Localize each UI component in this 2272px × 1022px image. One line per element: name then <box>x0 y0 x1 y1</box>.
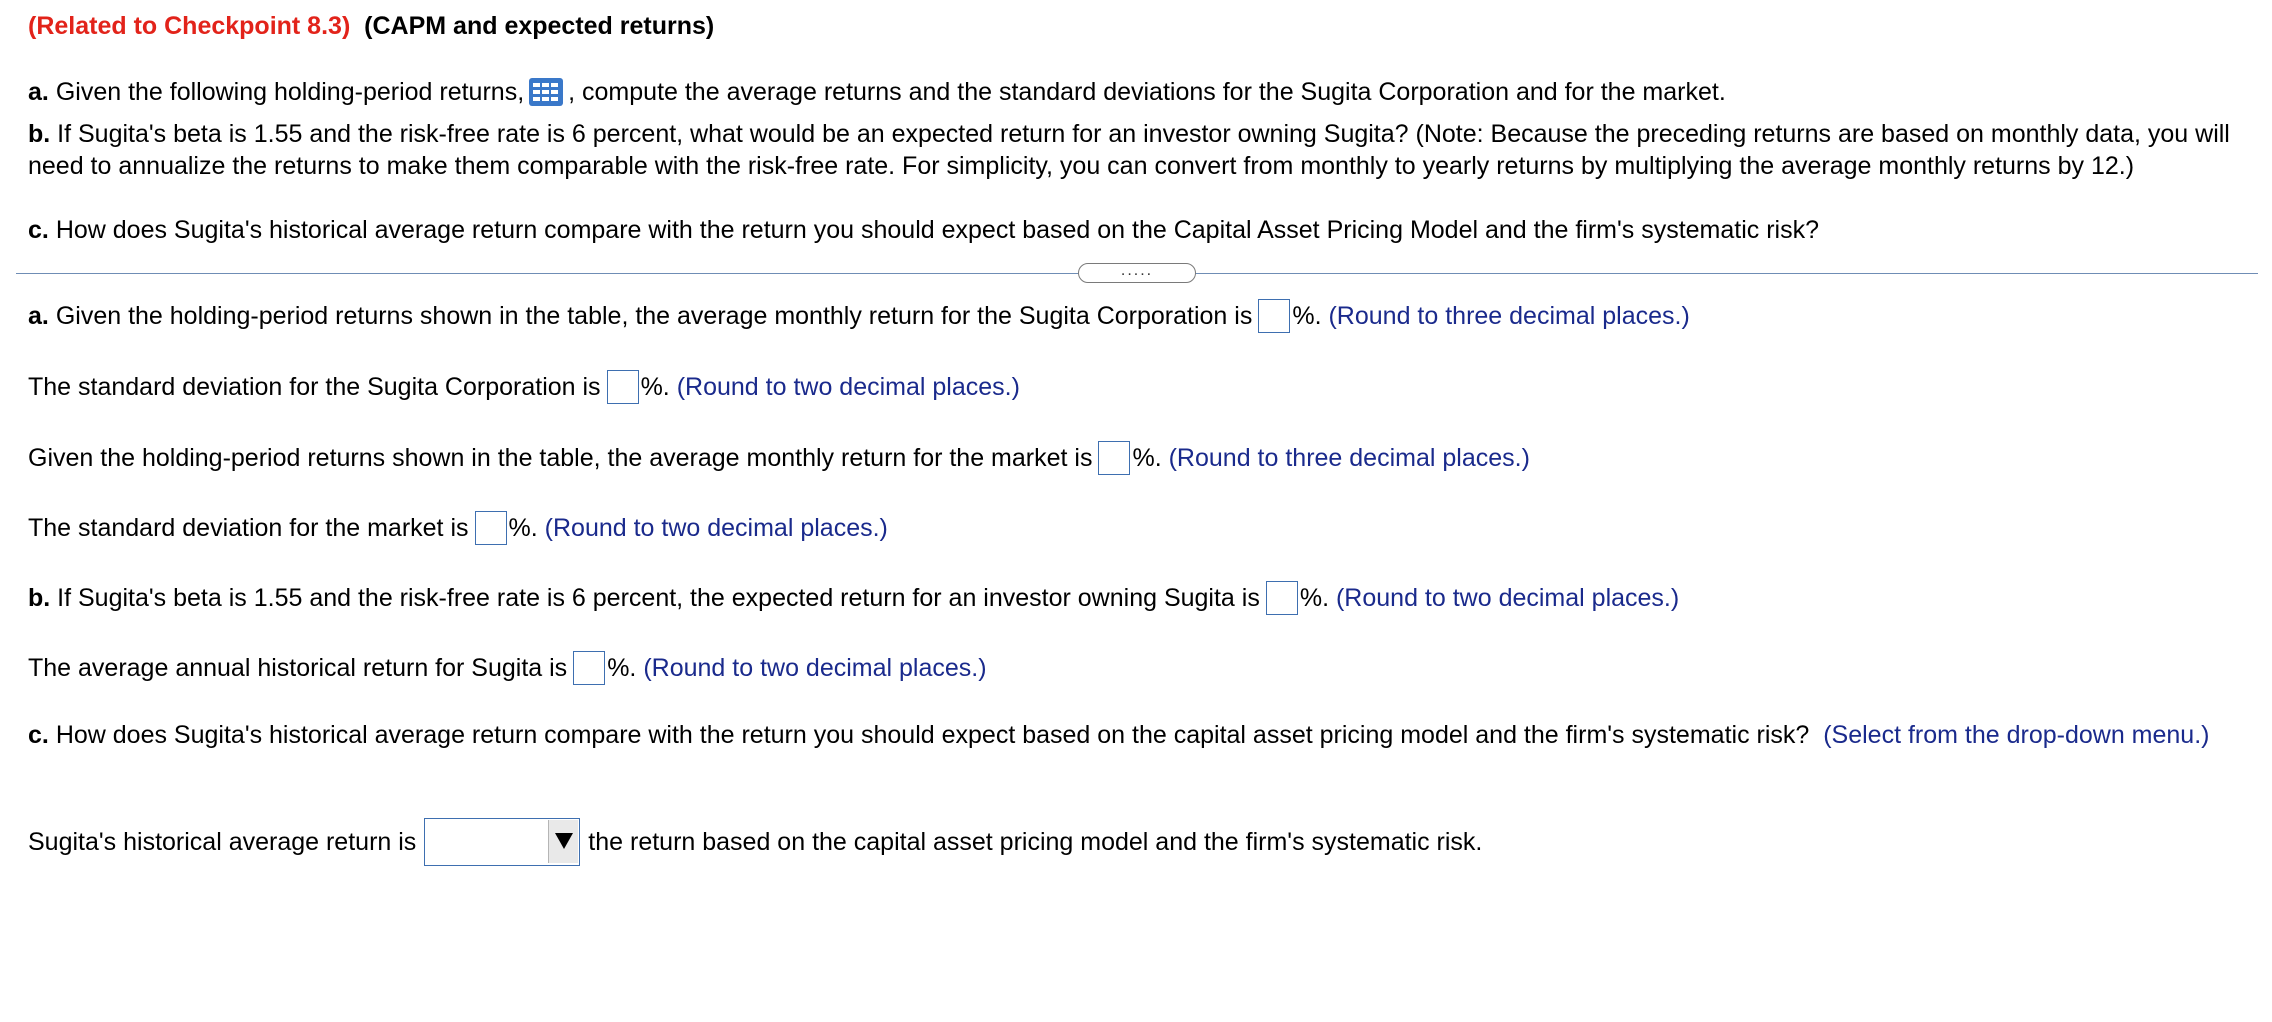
rounding-hint: (Round to two decimal places.) <box>676 373 1020 401</box>
question-c: c. How does Sugita's historical average return compare with the return you should expect based on the Capital Asset Pricing Model and the firm's systematic risk? <box>28 216 1820 244</box>
answer-a-avg-market: Given the holding-period returns shown in the table, the average monthly return for the market is %. (Round to three decimal places.) <box>28 441 1530 475</box>
std-dev-sugita-input[interactable] <box>607 370 639 404</box>
question-b: b. If Sugita's beta is 1.55 and the risk-free rate is 6 percent, what would be an expected return for an investor owning Sugita? (Note: Because the preceding returns are based on monthly data, you will need to annualize the returns to make them comparable with the risk-free rate. For simplicity, you can convert from monthly to yearly returns by multiplying the average monthly returns by 12.) <box>28 120 2230 180</box>
expected-return-input[interactable] <box>1266 581 1298 615</box>
answer-c-question: c. How does Sugita's historical average return compare with the return you should expect based on the capital asset pricing model and the firm's systematic risk? (Select from the drop-down menu.) <box>28 721 2210 749</box>
data-table-icon[interactable] <box>528 77 564 107</box>
rounding-hint: (Round to three decimal places.) <box>1168 444 1530 472</box>
rounding-hint: (Round to two decimal places.) <box>1335 584 1680 612</box>
problem-title: (CAPM and expected returns) <box>364 12 715 40</box>
avg-monthly-return-sugita-input[interactable] <box>1258 299 1290 333</box>
chevron-down-icon[interactable] <box>548 820 578 863</box>
std-dev-market-input[interactable] <box>475 511 507 545</box>
annual-historical-return-input[interactable] <box>573 651 605 685</box>
dropdown-hint: (Select from the drop-down menu.) <box>1823 721 2210 749</box>
comparison-dropdown[interactable] <box>424 818 580 866</box>
problem-header <box>28 10 714 42</box>
rounding-hint: (Round to three decimal places.) <box>1328 302 1690 330</box>
expand-toggle-button[interactable]: ..... <box>1078 263 1196 283</box>
answer-a-avg-sugita: a. Given the holding-period returns shown in the table, the average monthly return for the Sugita Corporation is %. (Round to three decimal places.) <box>28 299 1690 333</box>
avg-monthly-return-market-input[interactable] <box>1098 441 1130 475</box>
question-a: a. Given the following holding-period returns, , compute the average returns and the standard deviations for the Sugita Corporation and for the market. <box>28 78 1726 106</box>
answer-a-std-market: The standard deviation for the market is %. (Round to two decimal places.) <box>28 511 888 545</box>
checkpoint-reference: (Related to Checkpoint 8.3) <box>28 12 351 40</box>
answer-b-expected-return: b. If Sugita's beta is 1.55 and the risk-free rate is 6 percent, the expected return for an investor owning Sugita is %. (Round to two decimal places.) <box>28 581 1679 615</box>
rounding-hint: (Round to two decimal places.) <box>643 654 987 682</box>
answer-b-annual-historical: The average annual historical return for Sugita is %. (Round to two decimal places.) <box>28 651 987 685</box>
answer-c-comparison: Sugita's historical average return is the return based on the capital asset pricing model and the firm's systematic risk. <box>28 818 1482 866</box>
rounding-hint: (Round to two decimal places.) <box>544 514 888 542</box>
answer-a-std-sugita: The standard deviation for the Sugita Corporation is %. (Round to two decimal places.) <box>28 370 1020 404</box>
